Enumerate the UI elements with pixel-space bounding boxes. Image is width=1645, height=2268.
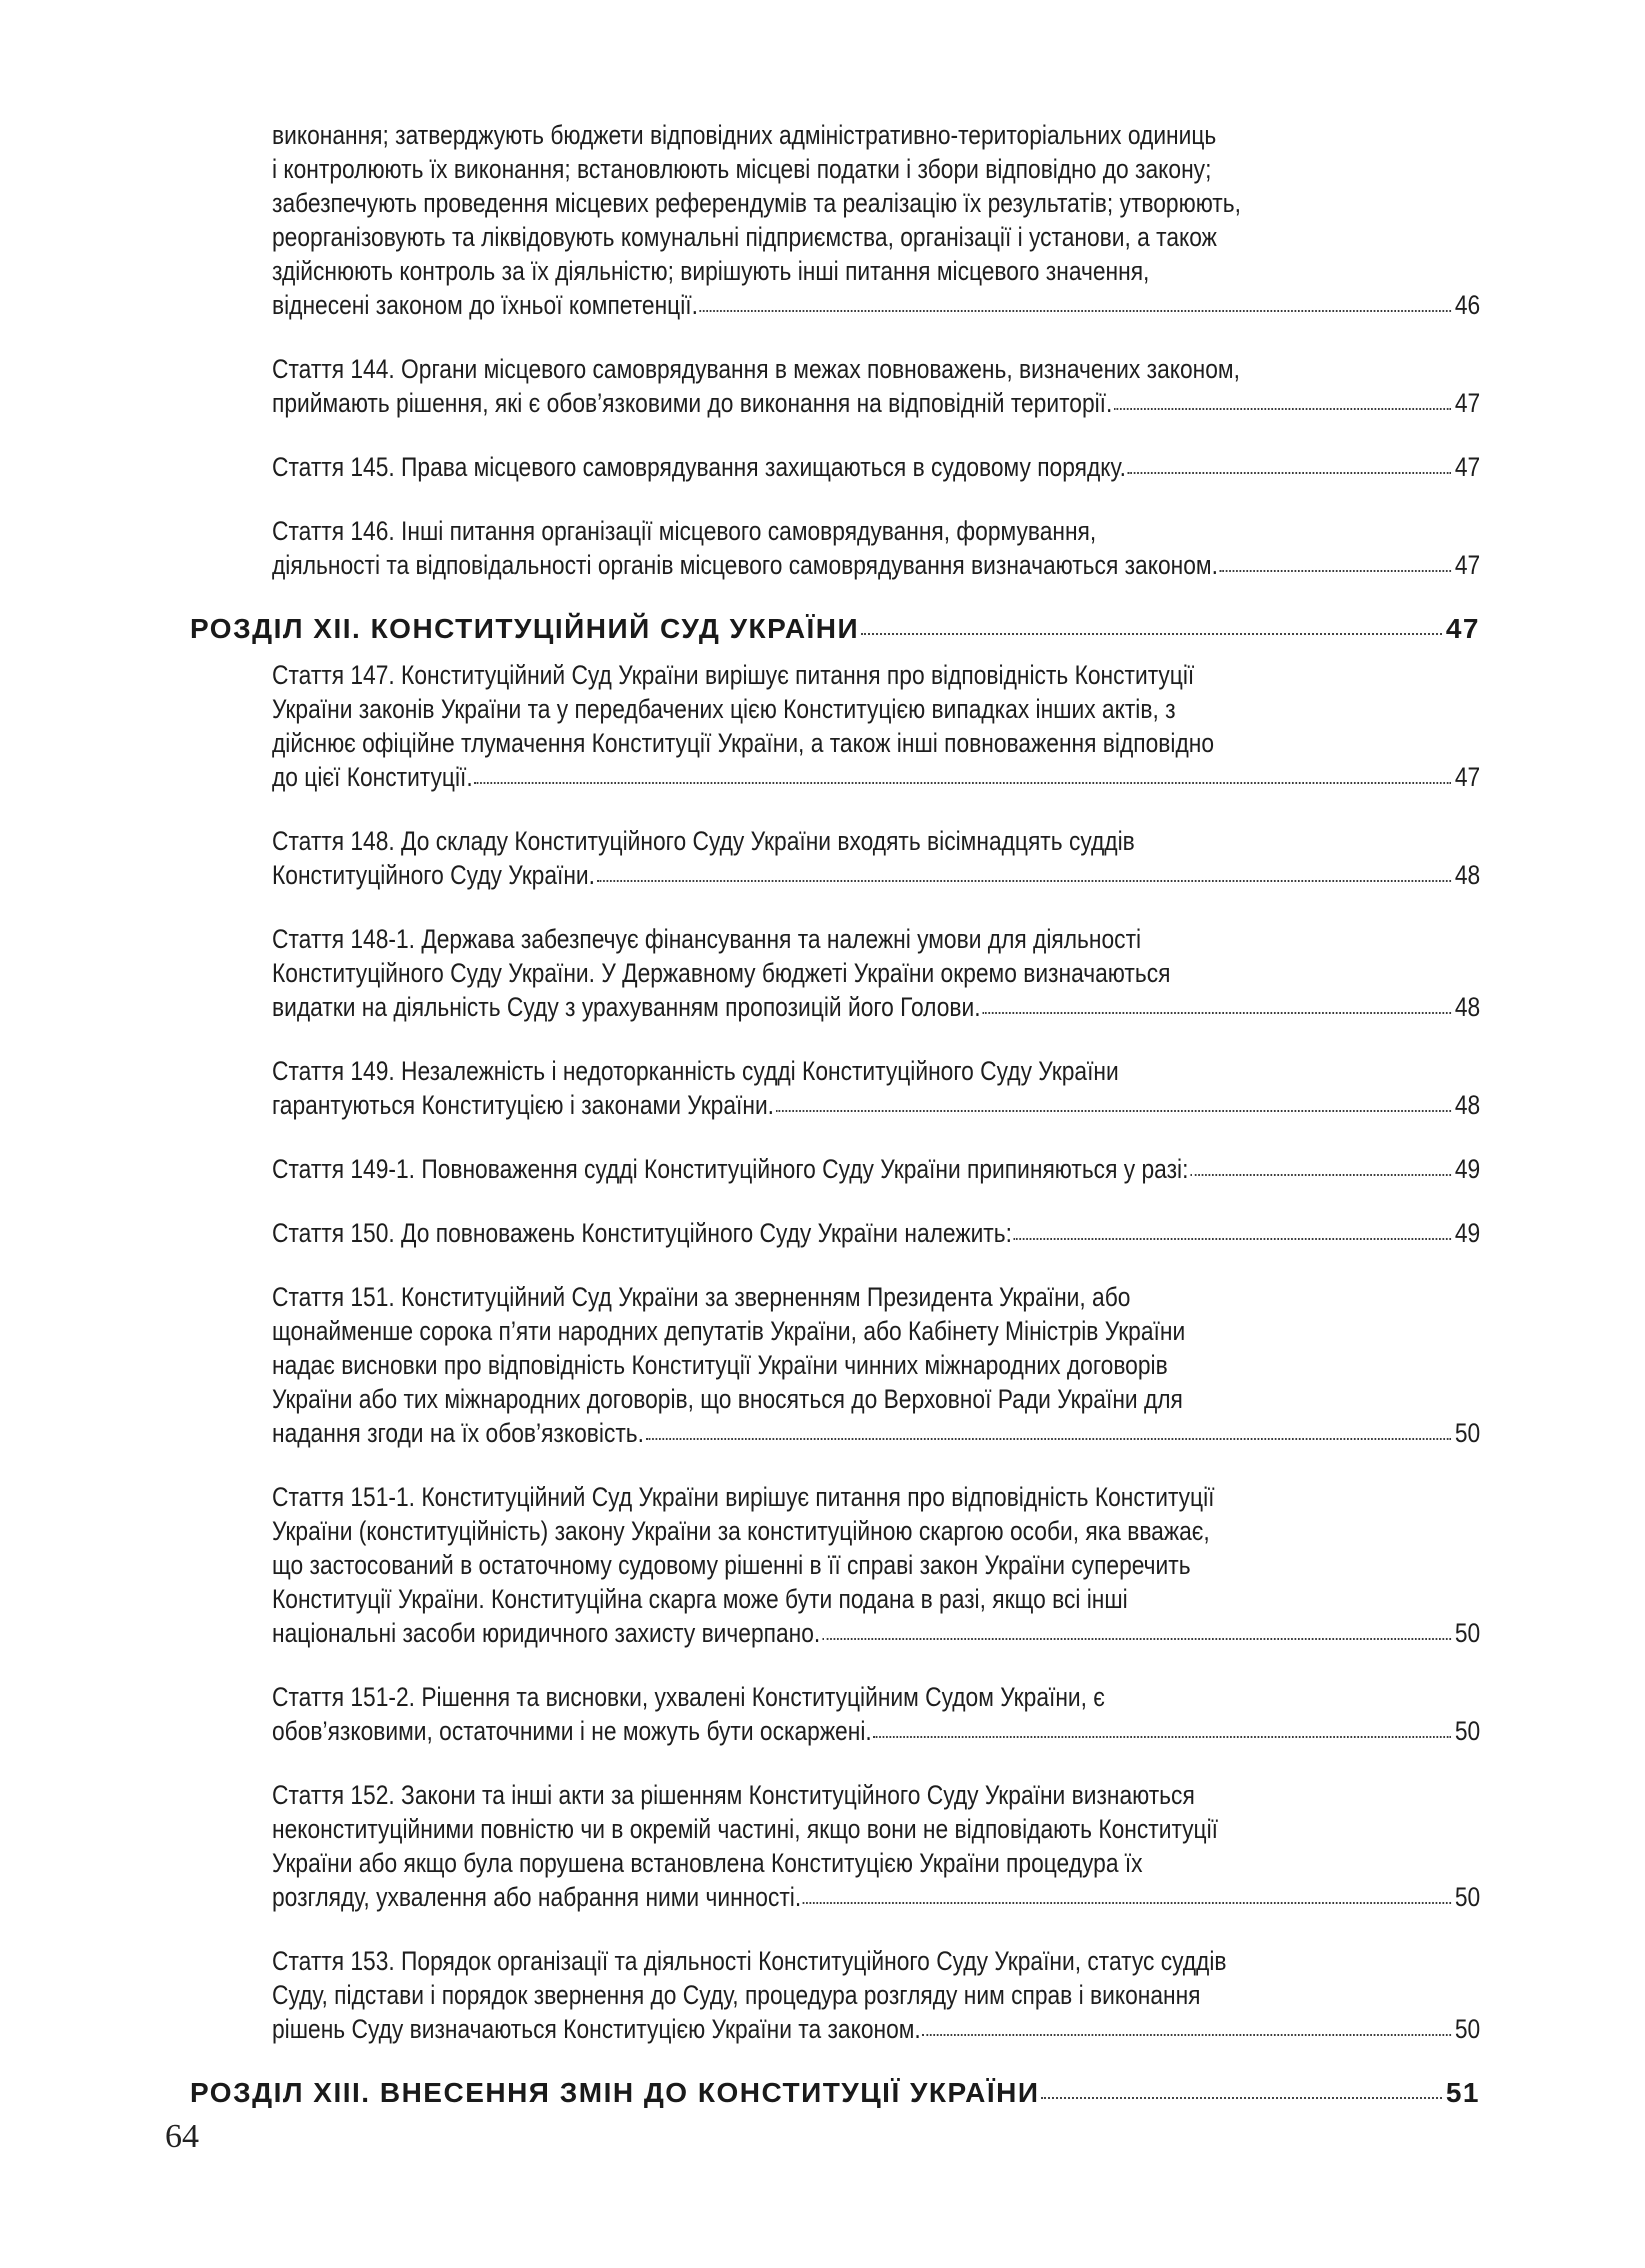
toc-entry-text (272, 1778, 1480, 1914)
dot-leader (700, 309, 1452, 312)
dot-leader (1190, 1173, 1451, 1176)
toc-entry[interactable] (272, 352, 1480, 420)
table-of-contents (190, 118, 1480, 2122)
toc-entry[interactable] (272, 1778, 1480, 1914)
toc-entry-line: національні засоби юридичного захисту вичерпано. (272, 1618, 821, 1648)
toc-entry-line: України або тих міжнародних договорів, що вносяться до Верховної Ради України для (272, 1384, 1183, 1414)
toc-entry-line: здійснюють контроль за їх діяльністю; вирішують інші питання місцевого значення, (272, 256, 1150, 286)
toc-entry-line: приймають рішення, які є обов’язковими до виконання на відповідній території. (272, 388, 1113, 418)
toc-entry-last-line (272, 990, 1480, 1024)
dot-leader (597, 879, 1452, 882)
toc-entry-text (272, 1216, 1480, 1250)
toc-entry-line: Стаття 149-1. Повноваження судді Конституційного Суду України припиняються у разі: (272, 1154, 1189, 1184)
toc-entry-last-line (272, 1216, 1480, 1250)
toc-entry-line: РОЗДІЛ XIII. ВНЕСЕННЯ ЗМІН ДО КОНСТИТУЦІЇ УКРАЇНИ (190, 2077, 1040, 2108)
toc-page-number: 47 (1454, 388, 1481, 418)
toc-entry[interactable] (272, 1480, 1480, 1650)
toc-entry-line: і контролюють їх виконання; встановлюють місцеві податки і збори відповідно до закону; (272, 154, 1212, 184)
toc-entry-line: Суду, підстави і порядок звернення до Суду, процедура розгляду ним справ і виконання (272, 1980, 1201, 2010)
toc-entry-line: України законів України та у передбачених цією Конституцією випадках інших актів, з (272, 694, 1176, 724)
toc-entry[interactable] (272, 1216, 1480, 1250)
toc-page-number: 47 (1454, 550, 1481, 580)
toc-entry-text (272, 824, 1480, 892)
toc-entry-text (272, 1152, 1480, 1186)
toc-page-number: 46 (1454, 290, 1481, 320)
toc-entry[interactable] (272, 1944, 1480, 2046)
toc-entry-line: Стаття 148-1. Держава забезпечує фінансування та належні умови для діяльності (272, 924, 1142, 954)
dot-leader (1041, 2096, 1441, 2099)
dot-leader (776, 1109, 1452, 1112)
toc-entry-line: забезпечують проведення місцевих референдумів та реалізацію їх результатів; утворюють, (272, 188, 1241, 218)
toc-entry-last-line (272, 450, 1480, 484)
toc-entry-line: України або якщо була порушена встановлена Конституцією України процедура їх (272, 1848, 1143, 1878)
toc-entry-text (272, 352, 1480, 420)
toc-page-number: 49 (1454, 1154, 1481, 1184)
toc-entry-text (272, 514, 1480, 582)
toc-entry[interactable] (272, 118, 1480, 322)
toc-entry-text (272, 1944, 1480, 2046)
toc-entry-text (272, 118, 1480, 322)
toc-entry[interactable] (272, 1280, 1480, 1450)
toc-entry-line: Стаття 151. Конституційний Суд України за зверненням Президента України, або (272, 1282, 1131, 1312)
toc-page-number: 48 (1454, 1090, 1481, 1120)
dot-leader (646, 1437, 1452, 1440)
toc-entry-line: Конституції України. Конституційна скарга може бути подана в разі, якщо всі інші (272, 1584, 1128, 1614)
toc-entry-text (190, 2076, 1480, 2110)
toc-entry[interactable] (272, 450, 1480, 484)
toc-page-number: 49 (1454, 1218, 1481, 1248)
toc-entry-line: Стаття 151-2. Рішення та висновки, ухвалені Конституційним Судом України, є (272, 1682, 1105, 1712)
toc-entry-line: розгляду, ухвалення або набрання ними чинності. (272, 1882, 802, 1912)
dot-leader (1220, 569, 1452, 572)
toc-entry-text (272, 1054, 1480, 1122)
toc-entry-text (272, 922, 1480, 1024)
toc-section-heading[interactable] (190, 612, 1480, 646)
toc-page-number: 50 (1454, 1418, 1481, 1448)
toc-entry-line: гарантуються Конституцією і законами України. (272, 1090, 775, 1120)
toc-page-number: 48 (1454, 860, 1481, 890)
toc-entry-line: Стаття 146. Інші питання організації місцевого самоврядування, формування, (272, 516, 1097, 546)
toc-page-number: 50 (1454, 1716, 1481, 1746)
toc-entry-line: РОЗДІЛ XII. КОНСТИТУЦІЙНИЙ СУД УКРАЇНИ (190, 613, 860, 644)
toc-entry-line: надає висновки про відповідність Конституції України чинних міжнародних договорів (272, 1350, 1168, 1380)
toc-entry-line: віднесені законом до їхньої компетенції. (272, 290, 698, 320)
toc-entry-text (272, 450, 1480, 484)
toc-entry-line: виконання; затверджують бюджети відповідних адміністративно-територіальних одиниць (272, 120, 1217, 150)
toc-entry[interactable] (272, 1054, 1480, 1122)
toc-entry-line: надання згоди на їх обов’язковість. (272, 1418, 645, 1448)
toc-entry-last-line (190, 612, 1480, 646)
toc-entry-last-line (272, 548, 1480, 582)
toc-entry-text (272, 658, 1480, 794)
toc-entry-line: Стаття 151-1. Конституційний Суд України вирішує питання про відповідність Конституції (272, 1482, 1215, 1512)
dot-leader (922, 2033, 1451, 2036)
toc-page-number: 48 (1454, 992, 1481, 1022)
toc-entry-last-line (272, 288, 1480, 322)
toc-entry-line: обов’язковими, остаточними і не можуть бути оскаржені. (272, 1716, 872, 1746)
toc-entry-line: Стаття 152. Закони та інші акти за рішенням Конституційного Суду України визнаються (272, 1780, 1195, 1810)
toc-entry-text (272, 1680, 1480, 1748)
toc-entry-last-line (272, 1416, 1480, 1450)
toc-entry-line: реорганізовують та ліквідовують комунальні підприємства, організації і установи, а також (272, 222, 1217, 252)
toc-entry-line: рішень Суду визначаються Конституцією України та законом. (272, 2014, 921, 2044)
toc-entry-line: Стаття 144. Органи місцевого самоврядування в межах повноважень, визначених законом, (272, 354, 1240, 384)
toc-entry-line: Стаття 147. Конституційний Суд України вирішує питання про відповідність Конституції (272, 660, 1195, 690)
toc-entry-line: дійснює офіційне тлумачення Конституції України, а також інші повноваження відповідно (272, 728, 1215, 758)
toc-entry-line: неконституційними повністю чи в окремій частині, якщо вони не відповідають Конституції (272, 1814, 1218, 1844)
toc-section-heading[interactable] (190, 2076, 1480, 2110)
toc-page-number: 47 (1445, 613, 1480, 644)
toc-entry-line: діяльності та відповідальності органів місцевого самоврядування визначаються законом. (272, 550, 1218, 580)
toc-entry[interactable] (272, 658, 1480, 794)
dot-leader (1114, 407, 1451, 410)
toc-entry-line: Стаття 148. До складу Конституційного Суду України входять вісімнадцять суддів (272, 826, 1135, 856)
dot-leader (873, 1735, 1451, 1738)
toc-entry-line: до цієї Конституції. (272, 762, 473, 792)
toc-entry[interactable] (272, 514, 1480, 582)
toc-entry-line: Конституційного Суду України. (272, 860, 595, 890)
toc-entry-line: щонайменше сорока п’яти народних депутатів України, або Кабінету Міністрів України (272, 1316, 1186, 1346)
toc-entry-last-line (272, 760, 1480, 794)
toc-entry-line: Стаття 150. До повноважень Конституційного Суду України належить: (272, 1218, 1012, 1248)
toc-page-number: 50 (1454, 1618, 1481, 1648)
dot-leader (803, 1901, 1452, 1904)
toc-entry-last-line (272, 2012, 1480, 2046)
toc-entry-last-line (272, 1714, 1480, 1748)
toc-entry-line: Стаття 145. Права місцевого самоврядування захищаються в судовому порядку. (272, 452, 1126, 482)
toc-entry-last-line (190, 2076, 1480, 2110)
toc-page-number: 47 (1454, 762, 1481, 792)
toc-entry-text (272, 1280, 1480, 1450)
dot-leader (982, 1011, 1451, 1014)
toc-entry[interactable] (272, 1152, 1480, 1186)
toc-page-number: 50 (1454, 2014, 1481, 2044)
toc-entry-text (190, 612, 1480, 646)
toc-entry-line: видатки на діяльність Суду з урахуванням пропозицій його Голови. (272, 992, 981, 1022)
toc-entry-line: Конституційного Суду України. У Державному бюджеті України окремо визначаються (272, 958, 1171, 988)
toc-entry-last-line (272, 1088, 1480, 1122)
toc-entry-line: що застосований в остаточному судовому рішенні в її справі закон України суперечить (272, 1550, 1191, 1580)
toc-entry-last-line (272, 1616, 1480, 1650)
toc-entry-last-line (272, 1152, 1480, 1186)
toc-entry[interactable] (272, 824, 1480, 892)
toc-entry-line: Стаття 153. Порядок організації та діяльності Конституційного Суду України, статус суддів (272, 1946, 1227, 1976)
dot-leader (822, 1637, 1451, 1640)
toc-entry-line: України (конституційність) закону України за конституційною скаргою особи, яка вважає, (272, 1516, 1210, 1546)
toc-entry-last-line (272, 1880, 1480, 1914)
toc-entry-last-line (272, 386, 1480, 420)
dot-leader (474, 781, 1451, 784)
page-number: 64 (165, 2118, 199, 2155)
toc-page-number: 47 (1454, 452, 1481, 482)
toc-entry-last-line (272, 858, 1480, 892)
toc-entry[interactable] (272, 1680, 1480, 1748)
dot-leader (1128, 471, 1452, 474)
toc-page-number: 51 (1445, 2077, 1480, 2108)
toc-page-number: 50 (1454, 1882, 1481, 1912)
toc-entry[interactable] (272, 922, 1480, 1024)
toc-entry-text (272, 1480, 1480, 1650)
dot-leader (861, 632, 1442, 635)
dot-leader (1014, 1237, 1452, 1240)
toc-entry-line: Стаття 149. Незалежність і недоторканність судді Конституційного Суду України (272, 1056, 1119, 1086)
